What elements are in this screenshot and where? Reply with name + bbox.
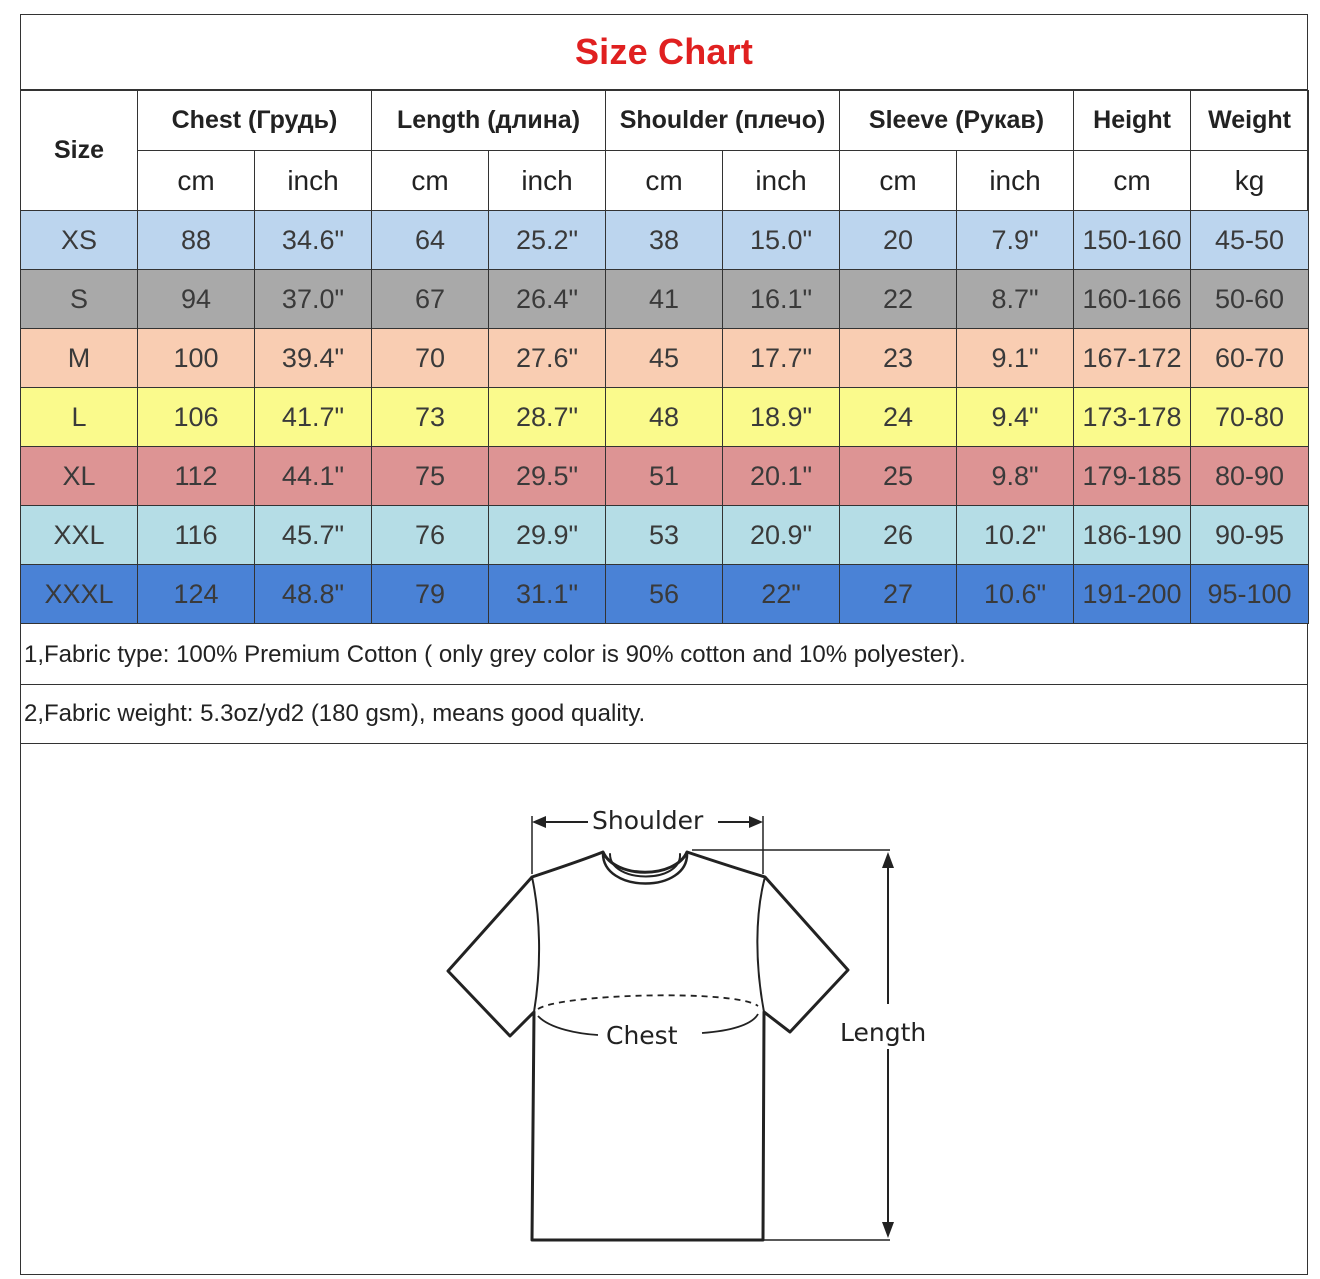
unit-header: cm	[372, 151, 489, 211]
table-row	[21, 506, 1309, 565]
value-cell: 67	[372, 270, 489, 329]
value-cell: 39.4"	[255, 329, 372, 388]
value-cell: 44.1"	[255, 447, 372, 506]
value-cell: 25.2"	[489, 211, 606, 270]
table-row	[21, 565, 1309, 624]
page-title: Size Chart	[574, 30, 754, 72]
size-cell: M	[21, 329, 138, 388]
fabric-weight-note: 2,Fabric weight: 5.3oz/yd2 (180 gsm), means good quality.	[20, 685, 1308, 744]
value-cell: 95-100	[1191, 565, 1309, 624]
value-cell: 37.0"	[255, 270, 372, 329]
header-unit-row	[21, 151, 1309, 211]
value-cell: 9.1"	[957, 329, 1074, 388]
size-cell: L	[21, 388, 138, 447]
value-cell: 73	[372, 388, 489, 447]
value-cell: 90-95	[1191, 506, 1309, 565]
value-cell: 22"	[723, 565, 840, 624]
size-header: Size	[21, 91, 138, 211]
size-cell: XS	[21, 211, 138, 270]
tshirt-diagram-svg	[20, 744, 1308, 1274]
value-cell: 50-60	[1191, 270, 1309, 329]
shoulder-header: Shoulder (плечо)	[606, 91, 840, 151]
value-cell: 27.6"	[489, 329, 606, 388]
table-row	[21, 388, 1309, 447]
value-cell: 23	[840, 329, 957, 388]
value-cell: 179-185	[1074, 447, 1191, 506]
value-cell: 20.1"	[723, 447, 840, 506]
value-cell: 124	[138, 565, 255, 624]
chest-label: Chest	[606, 1021, 678, 1050]
value-cell: 31.1"	[489, 565, 606, 624]
value-cell: 75	[372, 447, 489, 506]
value-cell: 8.7"	[957, 270, 1074, 329]
value-cell: 150-160	[1074, 211, 1191, 270]
value-cell: 116	[138, 506, 255, 565]
value-cell: 88	[138, 211, 255, 270]
unit-header: cm	[840, 151, 957, 211]
value-cell: 45	[606, 329, 723, 388]
value-cell: 9.4"	[957, 388, 1074, 447]
value-cell: 22	[840, 270, 957, 329]
value-cell: 48	[606, 388, 723, 447]
value-cell: 18.9"	[723, 388, 840, 447]
fabric-type-note: 1,Fabric type: 100% Premium Cotton ( only grey color is 90% cotton and 10% polyester).	[20, 626, 1308, 685]
value-cell: 112	[138, 447, 255, 506]
value-cell: 186-190	[1074, 506, 1191, 565]
table-row	[21, 447, 1309, 506]
value-cell: 27	[840, 565, 957, 624]
length-label: Length	[840, 1018, 927, 1047]
unit-header: cm	[138, 151, 255, 211]
size-cell: XXL	[21, 506, 138, 565]
value-cell: 16.1"	[723, 270, 840, 329]
value-cell: 48.8"	[255, 565, 372, 624]
unit-header: cm	[1074, 151, 1191, 211]
value-cell: 100	[138, 329, 255, 388]
size-table	[20, 90, 1309, 624]
value-cell: 10.6"	[957, 565, 1074, 624]
value-cell: 45-50	[1191, 211, 1309, 270]
unit-header: inch	[489, 151, 606, 211]
value-cell: 34.6"	[255, 211, 372, 270]
unit-header: kg	[1191, 151, 1309, 211]
chest-header: Chest (Грудь)	[138, 91, 372, 151]
title-bar	[20, 14, 1308, 90]
tshirt-measurement-diagram	[20, 744, 1308, 1274]
unit-header: inch	[957, 151, 1074, 211]
value-cell: 76	[372, 506, 489, 565]
value-cell: 70	[372, 329, 489, 388]
weight-header: Weight	[1191, 91, 1309, 151]
value-cell: 191-200	[1074, 565, 1191, 624]
value-cell: 20.9"	[723, 506, 840, 565]
size-cell: XXXL	[21, 565, 138, 624]
value-cell: 9.8"	[957, 447, 1074, 506]
value-cell: 41.7"	[255, 388, 372, 447]
value-cell: 51	[606, 447, 723, 506]
value-cell: 26.4"	[489, 270, 606, 329]
value-cell: 10.2"	[957, 506, 1074, 565]
unit-header: inch	[255, 151, 372, 211]
value-cell: 45.7"	[255, 506, 372, 565]
value-cell: 64	[372, 211, 489, 270]
unit-header: cm	[606, 151, 723, 211]
value-cell: 29.9"	[489, 506, 606, 565]
value-cell: 56	[606, 565, 723, 624]
size-cell: XL	[21, 447, 138, 506]
table-row	[21, 211, 1309, 270]
value-cell: 80-90	[1191, 447, 1309, 506]
value-cell: 26	[840, 506, 957, 565]
value-cell: 94	[138, 270, 255, 329]
value-cell: 41	[606, 270, 723, 329]
value-cell: 38	[606, 211, 723, 270]
value-cell: 173-178	[1074, 388, 1191, 447]
value-cell: 25	[840, 447, 957, 506]
value-cell: 79	[372, 565, 489, 624]
value-cell: 29.5"	[489, 447, 606, 506]
value-cell: 15.0"	[723, 211, 840, 270]
value-cell: 7.9"	[957, 211, 1074, 270]
sleeve-header: Sleeve (Рукав)	[840, 91, 1074, 151]
length-header: Length (длина)	[372, 91, 606, 151]
value-cell: 160-166	[1074, 270, 1191, 329]
value-cell: 60-70	[1191, 329, 1309, 388]
value-cell: 53	[606, 506, 723, 565]
size-cell: S	[21, 270, 138, 329]
value-cell: 106	[138, 388, 255, 447]
value-cell: 24	[840, 388, 957, 447]
table-row	[21, 329, 1309, 388]
unit-header: inch	[723, 151, 840, 211]
value-cell: 20	[840, 211, 957, 270]
header-group-row	[21, 91, 1309, 151]
value-cell: 167-172	[1074, 329, 1191, 388]
value-cell: 28.7"	[489, 388, 606, 447]
value-cell: 70-80	[1191, 388, 1309, 447]
shoulder-label: Shoulder	[592, 806, 704, 835]
table-row	[21, 270, 1309, 329]
height-header: Height	[1074, 91, 1191, 151]
size-table-body	[21, 211, 1309, 624]
value-cell: 17.7"	[723, 329, 840, 388]
